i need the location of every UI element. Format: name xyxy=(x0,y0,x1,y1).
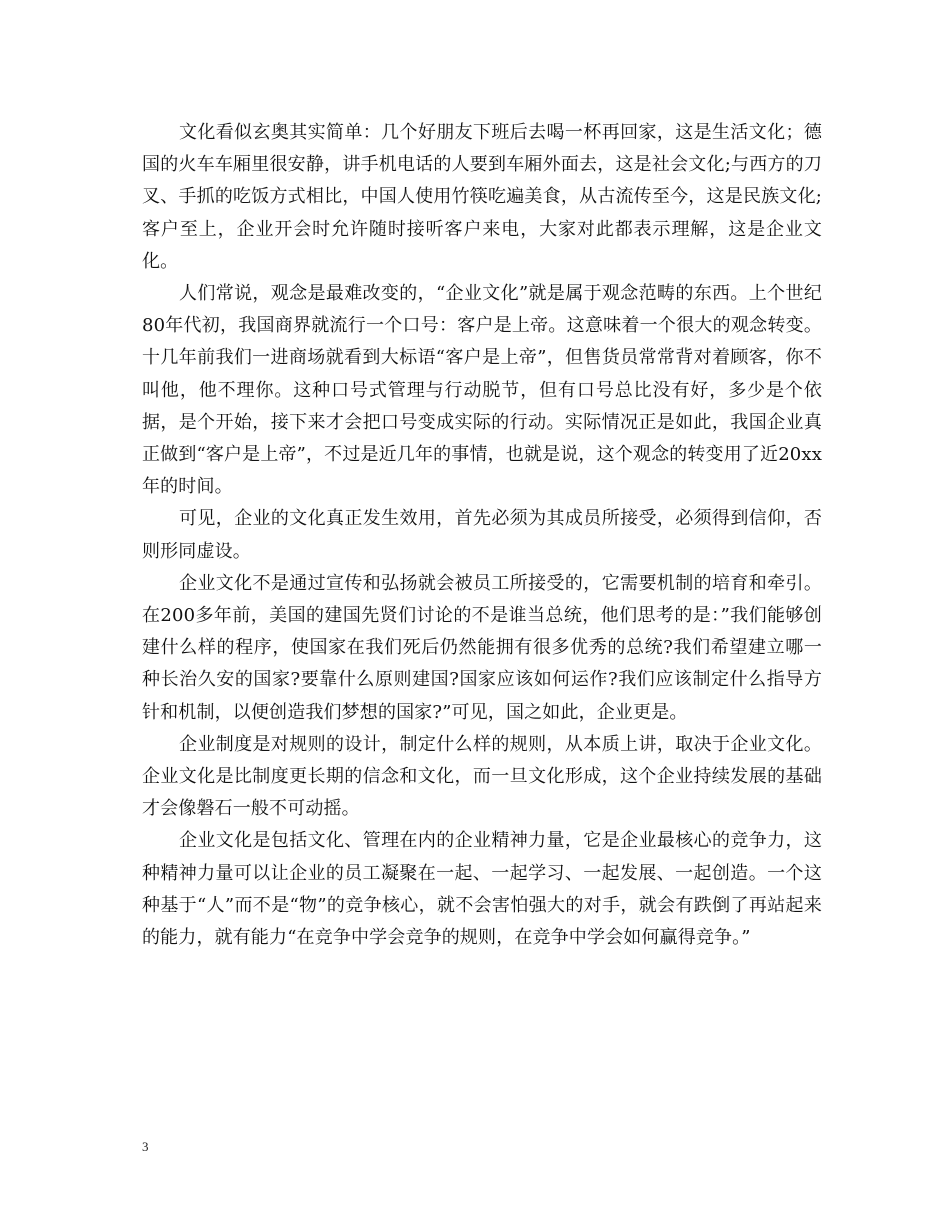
paragraph-4: 企业文化不是通过宣传和弘扬就会被员工所接受的，它需要机制的培育和牵引。在200多年前，美国的建国先贤们讨论的不是谁当总统，他们思考的是：”我们能够创建什么样的程序，使国家在我们死后仍然能拥有很多优秀的总统?我们希望建立哪一种长治久安的国家?要靠什么原则建国?国家应该如何运作?我们应该制定什么指导方针和机制，以便创造我们梦想的国家?”可见，国之如此，企业更是。 xyxy=(142,572,822,723)
paragraph-3: 可见，企业的文化真正发生效用，首先必须为其成员所接受，必须得到信仰，否则形同虚设。 xyxy=(142,508,822,562)
page-number: 3 xyxy=(142,1139,149,1154)
paragraph-2: 人们常说，观念是最难改变的，“企业文化”就是属于观念范畴的东西。上个世纪80年代初，我国商界就流行一个口号：客户是上帝。这意味着一个很大的观念转变。十几年前我们一进商场就看到大标语“客户是上帝”，但售货员常常背对着顾客，你不叫他，他不理你。这种口号式管理与行动脱节，但有口号总比没有好，多少是个依据，是个开始，接下来才会把口号变成实际的行动。实际情况正是如此，我国企业真正做到“客户是上帝”，不过是近几年的事情，也就是说，这个观念的转变用了近20xx年的时间。 xyxy=(142,283,822,498)
paragraph-1: 文化看似玄奥其实简单：几个好朋友下班后去喝一杯再回家，这是生活文化；德国的火车车厢里很安静，讲手机电话的人要到车厢外面去，这是社会文化;与西方的刀叉、手抓的吃饭方式相比，中国人使用竹筷吃遍美食，从古流传至今，这是民族文化;客户至上，企业开会时允许随时接听客户来电，大家对此都表示理解，这是企业文化。 xyxy=(142,122,822,272)
paragraph-5: 企业制度是对规则的设计，制定什么样的规则，从本质上讲，取决于企业文化。企业文化是比制度更长期的信念和文化，而一旦文化形成，这个企业持续发展的基础才会像磐石一般不可动摇。 xyxy=(142,733,822,820)
document-body xyxy=(142,117,822,954)
paragraph-6: 企业文化是包括文化、管理在内的企业精神力量，它是企业最核心的竞争力，这种精神力量可以让企业的员工凝聚在一起、一起学习、一起发展、一起创造。一个这种基于“人”而不是“物”的竞争核心，就不会害怕强大的对手，就会有跌倒了再站起来的能力，就有能力“在竞争中学会竞争的规则，在竞争中学会如何赢得竞争。” xyxy=(142,830,822,949)
